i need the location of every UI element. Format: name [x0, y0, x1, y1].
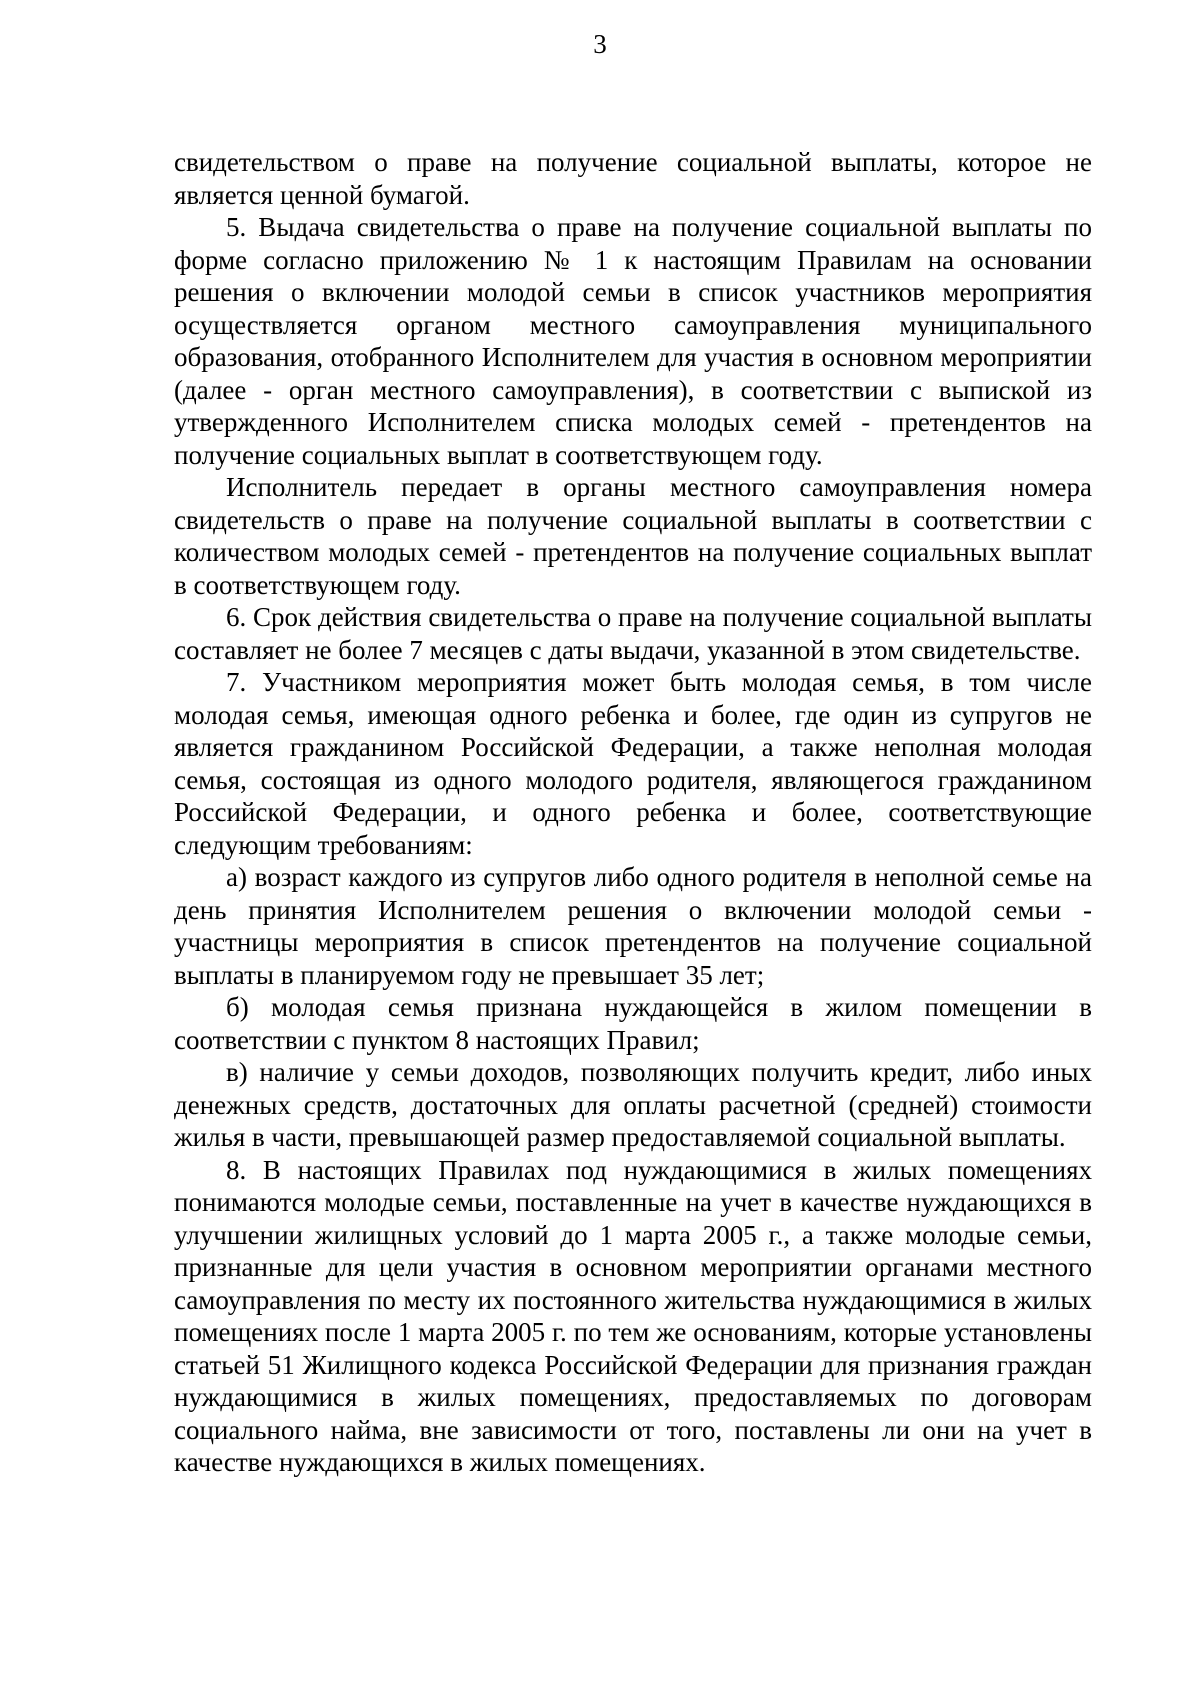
paragraph-item-6: 6. Срок действия свидетельства о праве на получение социальной выплаты составляет не более 7 месяцев с даты выдачи, указанной в этом свидетельстве. — [174, 602, 1092, 665]
paragraph-continuation: свидетельством о праве на получение социальной выплаты, которое не является ценной бумагой. — [174, 147, 1092, 210]
paragraph-item-5: 5. Выдача свидетельства о праве на получение социальной выплаты по форме согласно приложению № 1 к настоящим Правилам на основании решения о включении молодой семьи в список участников мероприятия осуществляется органом местного самоуправления муниципального образования, отобранного Исполнителем для участия в основном мероприятии (далее - орган местного самоуправления), в соответствии с выпиской из утвержденного Исполнителем списка молодых семей - претендентов на получение социальных выплат в соответствующем году. — [174, 212, 1092, 470]
document-body — [174, 146, 1092, 1479]
paragraph-item-7: 7. Участником мероприятия может быть молодая семья, в том числе молодая семья, имеющая одного ребенка и более, где один из супругов не является гражданином Российской Федерации, а также неполная молодая семья, состоящая из одного молодого родителя, являющегося гражданином Российской Федерации, и одного ребенка и более, соответствующие следующим требованиям: — [174, 667, 1092, 860]
paragraph-item-7v: в) наличие у семьи доходов, позволяющих получить кредит, либо иных денежных средств, достаточных для оплаты расчетной (средней) стоимости жилья в части, превышающей размер предоставляемой социальной выплаты. — [174, 1057, 1092, 1152]
paragraph-executor-transfer: Исполнитель передает в органы местного самоуправления номера свидетельств о праве на получение социальной выплаты в соответствии с количеством молодых семей - претендентов на получение социальных выплат в соответствующем году. — [174, 472, 1092, 600]
paragraph-item-8: 8. В настоящих Правилах под нуждающимися в жилых помещениях понимаются молодые семьи, поставленные на учет в качестве нуждающихся в улучшении жилищных условий до 1 марта 2005 г., а также молодые семьи, признанные для цели участия в основном мероприятии органами местного самоуправления по месту их постоянного жительства нуждающимися в жилых помещениях после 1 марта 2005 г. по тем же основаниям, которые установлены статьей 51 Жилищного кодекса Российской Федерации для признания граждан нуждающимися в жилых помещениях, предоставляемых по договорам социального найма, вне зависимости от того, поставлены ли они на учет в качестве нуждающихся в жилых помещениях. — [174, 1154, 1092, 1477]
paragraph-item-7a: а) возраст каждого из супругов либо одного родителя в неполной семье на день принятия Исполнителем решения о включении молодой семьи - участницы мероприятия в список претендентов на получение социальной выплаты в планируемом году не превышает 35 лет; — [174, 862, 1092, 990]
page-number: 3 — [593, 29, 607, 59]
paragraph-item-7b: б) молодая семья признана нуждающейся в жилом помещении в соответствии с пунктом 8 настоящих Правил; — [174, 992, 1092, 1055]
